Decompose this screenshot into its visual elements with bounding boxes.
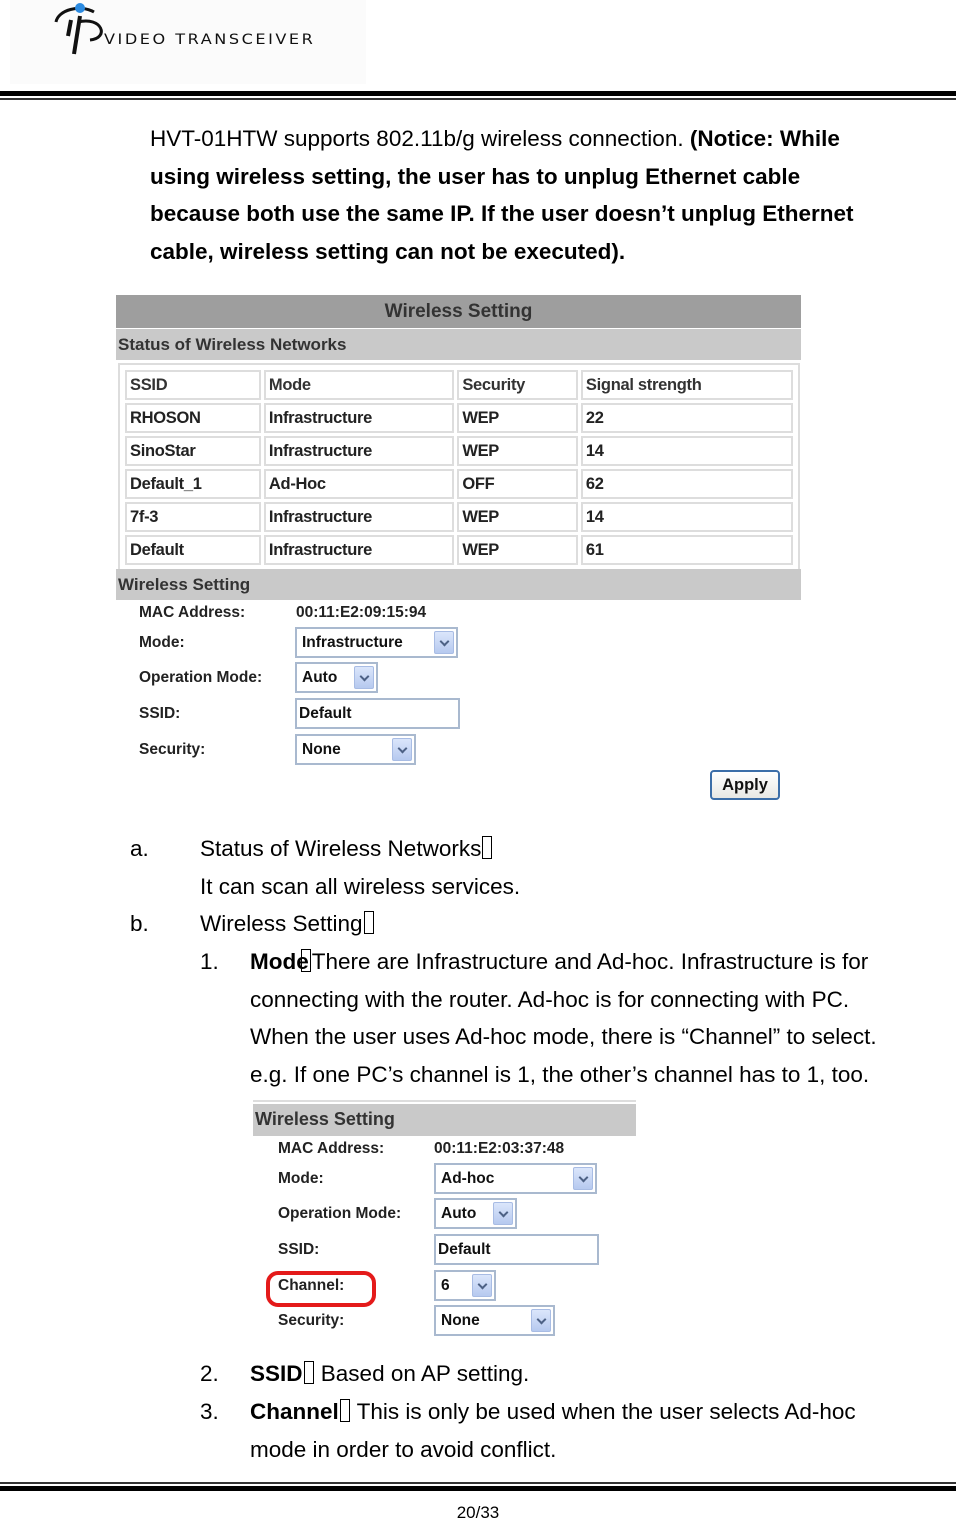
missing-glyph-box — [304, 1361, 314, 1384]
intro-paragraph — [150, 120, 950, 270]
item-a-marker: a. — [130, 836, 149, 861]
settings-section-header: Wireless Setting — [116, 569, 801, 600]
channel-label: Channel: — [278, 1277, 345, 1294]
mode-select-value: Ad-hoc — [441, 1170, 495, 1187]
cell-ssid: 7f-3 — [125, 502, 261, 532]
settings-section-header: Wireless Setting — [253, 1104, 636, 1136]
mac-label: MAC Address: — [139, 604, 246, 621]
chevron-down-icon[interactable] — [434, 631, 454, 654]
item-1-line-3: When the user uses Ad-hoc mode, there is “Channel” to select. — [250, 1024, 877, 1049]
security-select[interactable] — [434, 1305, 555, 1336]
ssid-label: SSID: — [278, 1241, 320, 1258]
item-3-num: 3. — [200, 1399, 219, 1424]
security-select[interactable] — [295, 734, 416, 765]
table-header-row — [125, 370, 793, 400]
item-1-line-1 — [250, 943, 868, 981]
cell-security: WEP — [457, 403, 578, 433]
missing-glyph-box — [364, 911, 374, 934]
item-2-num: 2. — [200, 1361, 219, 1386]
intro-text: HVT-01HTW supports 802.11b/g wireless connection. — [150, 126, 690, 151]
cell-ssid: Default — [125, 535, 261, 565]
missing-glyph-box — [301, 949, 311, 972]
security-select-value: None — [441, 1312, 480, 1329]
opmode-select-value: Auto — [441, 1205, 477, 1222]
header-rule-thin — [0, 98, 956, 100]
mac-value: 00:11:E2:03:37:48 — [434, 1140, 565, 1157]
item-b-marker: b. — [130, 911, 149, 936]
status-section-header: Status of Wireless Networks — [116, 329, 801, 360]
security-label: Security: — [278, 1312, 345, 1329]
ip-logo-icon — [50, 2, 108, 56]
operation-mode-select[interactable] — [434, 1198, 517, 1229]
cell-signal: 14 — [581, 436, 793, 466]
missing-glyph-box — [340, 1399, 350, 1422]
item-a-title — [200, 830, 493, 868]
cell-mode: Ad-Hoc — [264, 469, 454, 499]
table-row[interactable] — [125, 502, 793, 532]
ssid-input[interactable]: Default — [434, 1234, 599, 1265]
cell-signal: 22 — [581, 403, 793, 433]
table-row[interactable] — [125, 535, 793, 565]
cell-mode: Infrastructure — [264, 502, 454, 532]
item-3-line-1 — [250, 1393, 856, 1431]
chevron-down-icon[interactable] — [493, 1202, 513, 1225]
cell-ssid: RHOSON — [125, 403, 261, 433]
cell-security: WEP — [457, 436, 578, 466]
col-ssid: SSID — [125, 370, 261, 400]
item-2-text: Based on AP setting. — [320, 1361, 530, 1386]
item-1-line-4: e.g. If one PC’s channel is 1, the other’s channel has to 1, too. — [250, 1062, 870, 1087]
notice-text-3: because both use the same IP. If the user doesn’t unplug Ethernet — [150, 201, 854, 226]
mac-row — [139, 604, 245, 622]
item-1-num: 1. — [200, 949, 219, 974]
operation-mode-select[interactable] — [295, 662, 378, 693]
item-3-term: Channel — [250, 1399, 339, 1424]
panel-title: Wireless Setting — [116, 295, 801, 328]
security-select-value: None — [302, 741, 341, 758]
header-rule-thick — [0, 91, 956, 96]
mode-label: Mode: — [278, 1170, 324, 1187]
ssid-label: SSID: — [139, 705, 181, 722]
item-1-text: There are Infrastructure and Ad-hoc. Infrastructure is for — [311, 949, 869, 974]
cell-security: WEP — [457, 535, 578, 565]
chevron-down-icon[interactable] — [531, 1309, 551, 1332]
mac-label: MAC Address: — [278, 1140, 385, 1157]
logo — [10, 0, 366, 84]
cell-security: OFF — [457, 469, 578, 499]
channel-select[interactable] — [434, 1270, 496, 1301]
opmode-select-value: Auto — [302, 669, 338, 686]
mode-label: Mode: — [139, 634, 185, 651]
table-row[interactable] — [125, 469, 793, 499]
security-label: Security: — [139, 741, 206, 758]
item-3-line-2: mode in order to avoid conflict. — [250, 1437, 557, 1462]
table-row[interactable] — [125, 436, 793, 466]
mode-select[interactable] — [295, 627, 458, 658]
table-row[interactable] — [125, 403, 793, 433]
item-1-term: Mode — [250, 949, 309, 974]
notice-text-1: (Notice: While — [689, 126, 840, 151]
logo-text: VIDEO TRANSCEIVER — [104, 32, 316, 48]
panel2-top-border — [253, 1100, 636, 1102]
col-security: Security — [457, 370, 578, 400]
networks-table — [118, 363, 800, 572]
item-a-body: It can scan all wireless services. — [200, 874, 521, 899]
cell-signal: 61 — [581, 535, 793, 565]
item-3-text: This is only be used when the user selects Ad-hoc — [356, 1399, 856, 1424]
page-number: 20/33 — [456, 1503, 500, 1522]
mode-select[interactable] — [434, 1163, 597, 1194]
cell-mode: Infrastructure — [264, 535, 454, 565]
opmode-label: Operation Mode: — [139, 669, 263, 686]
apply-button[interactable]: Apply — [710, 770, 780, 800]
chevron-down-icon[interactable] — [354, 666, 374, 689]
item-2-term: SSID — [250, 1361, 303, 1386]
footer-rule-thick — [0, 1486, 956, 1491]
cell-security: WEP — [457, 502, 578, 532]
item-1-line-2: connecting with the router. Ad-hoc is for connecting with PC. — [250, 987, 850, 1012]
chevron-down-icon[interactable] — [392, 738, 412, 761]
cell-signal: 14 — [581, 502, 793, 532]
opmode-label: Operation Mode: — [278, 1205, 402, 1222]
cell-mode: Infrastructure — [264, 403, 454, 433]
cell-mode: Infrastructure — [264, 436, 454, 466]
item-b-title-text: Wireless Setting — [200, 911, 363, 936]
missing-glyph-box — [482, 836, 492, 859]
col-mode: Mode — [264, 370, 454, 400]
adhoc-setting-screenshot — [248, 1100, 636, 1350]
notice-text-4: cable, wireless setting can not be executed). — [150, 238, 626, 264]
cell-signal: 62 — [581, 469, 793, 499]
item-a-title-text: Status of Wireless Networks — [200, 836, 482, 861]
wireless-setting-screenshot — [101, 285, 815, 813]
ssid-input[interactable]: Default — [295, 698, 460, 729]
channel-select-value: 6 — [441, 1277, 450, 1294]
cell-ssid: SinoStar — [125, 436, 261, 466]
item-b-title — [200, 905, 375, 943]
mode-select-value: Infrastructure — [302, 634, 403, 651]
col-signal: Signal strength — [581, 370, 793, 400]
item-2-line-1 — [250, 1355, 529, 1393]
chevron-down-icon[interactable] — [573, 1167, 593, 1190]
cell-ssid: Default_1 — [125, 469, 261, 499]
chevron-down-icon[interactable] — [472, 1274, 492, 1297]
notice-text-2: using wireless setting, the user has to unplug Ethernet cable — [150, 163, 801, 189]
footer-rule-thin — [0, 1482, 956, 1484]
mac-value: 00:11:E2:09:15:94 — [296, 604, 427, 621]
